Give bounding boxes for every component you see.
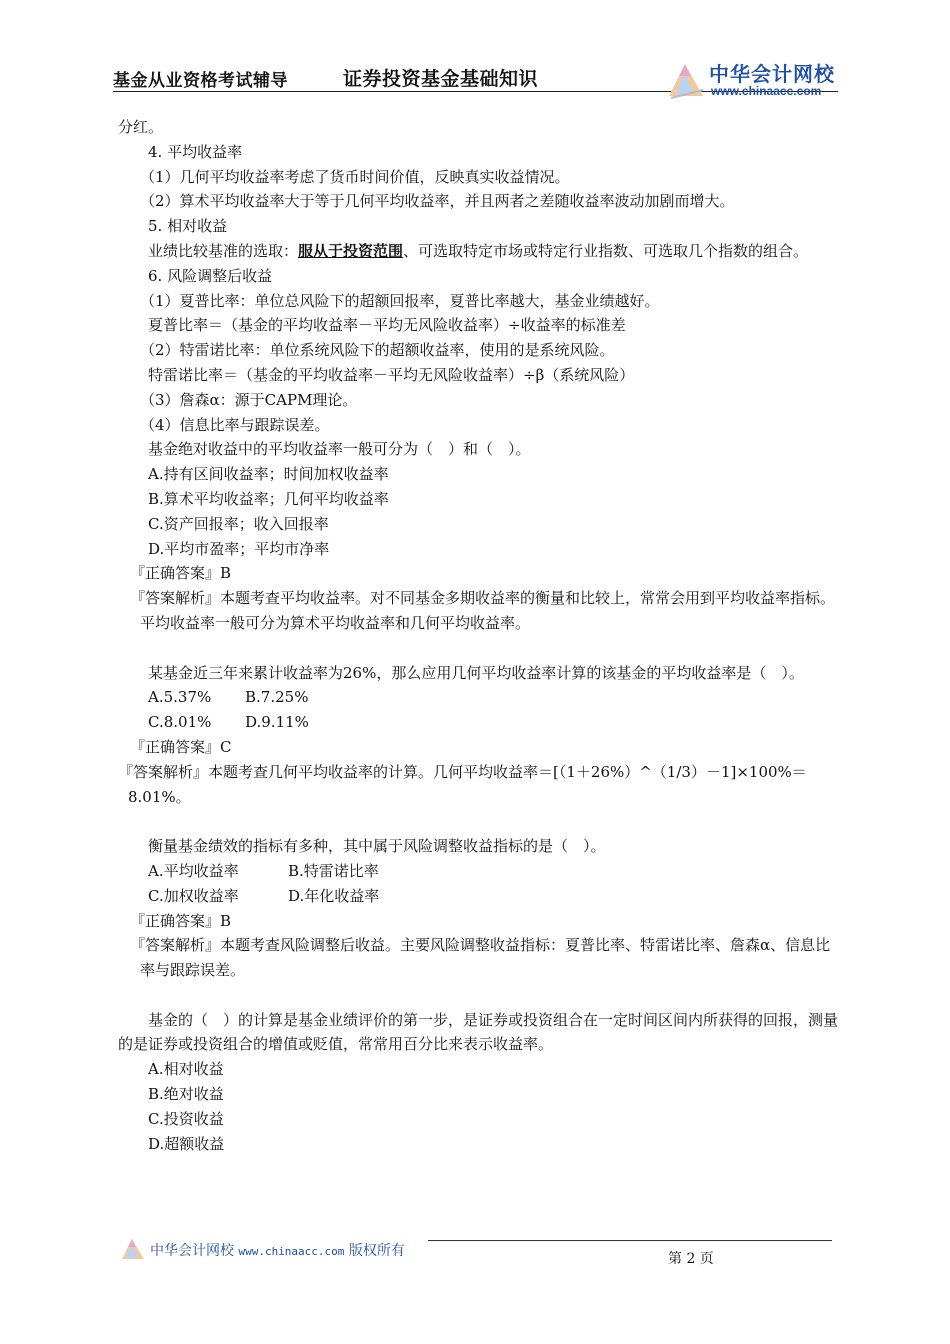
- spacer: [118, 983, 838, 1008]
- question-option: A.5.37%: [148, 688, 212, 707]
- question-option: D.年化收益率: [288, 886, 380, 905]
- text-line: （2）特雷诺比率：单位系统风险下的超额收益率，使用的是系统风险。: [140, 341, 615, 360]
- correct-answer: 『正确答案』B: [130, 564, 232, 583]
- logo-triangle-icon: [665, 60, 707, 100]
- logo-url-text: www.chinaacc.com: [711, 84, 822, 98]
- footer-url: www.chinaacc.com: [238, 1245, 345, 1258]
- section-heading-relative-return: 5. 相对收益: [148, 217, 228, 236]
- page-number: 第 2 页: [668, 1251, 714, 1267]
- subject-title: 证券投资基金基础知识: [343, 68, 539, 90]
- question-option: D.9.11%: [245, 713, 309, 732]
- question-option: A.平均收益率: [148, 861, 239, 880]
- benchmark-suffix: 、可选取特定市场或特定行业指数、可选取几个指数的组合。: [403, 241, 809, 260]
- exam-guide-title: 基金从业资格考试辅导: [113, 71, 288, 91]
- question-option: C.加权收益率: [148, 886, 239, 905]
- footer-rights: 版权所有: [348, 1243, 405, 1259]
- correct-answer: 『正确答案』C: [130, 737, 232, 756]
- text-line: （1）夏普比率：单位总风险下的超额回报率，夏普比率越大，基金业绩越好。: [140, 291, 660, 310]
- question-option: C.资产回报率；收入回报率: [148, 514, 329, 533]
- question-options-row: [118, 884, 838, 909]
- benchmark-prefix: 业绩比较基准的选取：: [148, 241, 299, 260]
- question-option: B.算术平均收益率；几何平均收益率: [148, 489, 389, 508]
- question-stem: 基金的（ ）的计算是基金业绩评价的第一步，是证券或投资组合在一定时间区间内所获得的回报，测量的是证券或投资组合的增值或贬值，常常用百分比来表示收益率。: [118, 1010, 839, 1054]
- formula-treynor: 特雷诺比率＝（基金的平均收益率－平均无风险收益率）÷β（系统风险）: [148, 365, 635, 384]
- section-heading-risk-adjusted: 6. 风险调整后收益: [148, 266, 273, 285]
- footer-branding: [120, 1237, 440, 1261]
- question-option: B.绝对收益: [148, 1085, 224, 1104]
- spacer: [118, 809, 838, 834]
- text-line: （2）算术平均收益率大于等于几何平均收益率，并且两者之差随收益率波动加剧而增大。: [140, 192, 735, 211]
- formula-sharpe: 夏普比率＝（基金的平均收益率－平均无风险收益率）÷收益率的标准差: [148, 316, 626, 335]
- logo-brand-text: 中华会计网校: [709, 62, 835, 86]
- question-stem: 衡量基金绩效的指标有多种，其中属于风险调整收益指标的是（ ）。: [148, 837, 606, 856]
- footer-copyright: [150, 1240, 405, 1260]
- text-line: 分红。: [118, 118, 164, 136]
- question-options-row: [118, 859, 838, 884]
- footer-divider: [428, 1240, 832, 1241]
- answer-analysis: 『答案解析』本题考查几何平均收益率的计算。几何平均收益率＝[（1＋26%）^（1/3）－1]×100%＝8.01%。: [118, 762, 807, 806]
- question-option: C.投资收益: [148, 1109, 224, 1128]
- question-option: D.超额收益: [148, 1134, 225, 1153]
- text-line: （3）詹森α：源于CAPM理论。: [140, 390, 358, 409]
- spacer: [118, 636, 838, 661]
- benchmark-paragraph: [118, 239, 838, 264]
- text-line: （1）几何平均收益率考虑了货币时间价值，反映真实收益情况。: [140, 167, 570, 186]
- question-stem: 基金绝对收益中的平均收益率一般可分为（ ）和（ ）。: [148, 440, 531, 459]
- question-option: A.持有区间收益率；时间加权收益率: [148, 465, 389, 484]
- correct-answer: 『正确答案』B: [130, 911, 232, 930]
- site-logo: [665, 58, 845, 102]
- question-options-row: [118, 685, 838, 710]
- footer-brand: 中华会计网校: [150, 1243, 234, 1259]
- question-option: D.平均市盈率；平均市净率: [148, 539, 330, 558]
- question-stem: 某基金近三年来累计收益率为26%，那么应用几何平均收益率计算的该基金的平均收益率是（ ）。: [148, 663, 804, 682]
- question-option: B.特雷诺比率: [288, 861, 379, 880]
- benchmark-emphasis: 服从于投资范围: [298, 241, 404, 260]
- answer-analysis: 『答案解析』本题考查风险调整后收益。主要风险调整收益指标：夏普比率、特雷诺比率、詹森α、信息比率与跟踪误差。: [130, 936, 831, 980]
- answer-analysis: 『答案解析』本题考查平均收益率。对不同基金多期收益率的衡量和比较上，常常会用到平均收益率指标。平均收益率一般可分为算术平均收益率和几何平均收益率。: [130, 589, 836, 632]
- question-options-row: [118, 710, 838, 735]
- text-line: （4）信息比率与跟踪误差。: [140, 415, 330, 434]
- section-heading-average-return: 4. 平均收益率: [148, 142, 243, 161]
- document-body: [118, 115, 838, 1156]
- logo-triangle-icon: [120, 1237, 146, 1261]
- question-option: C.8.01%: [148, 713, 212, 732]
- question-option: B.7.25%: [245, 688, 309, 707]
- question-option: A.相对收益: [148, 1060, 224, 1079]
